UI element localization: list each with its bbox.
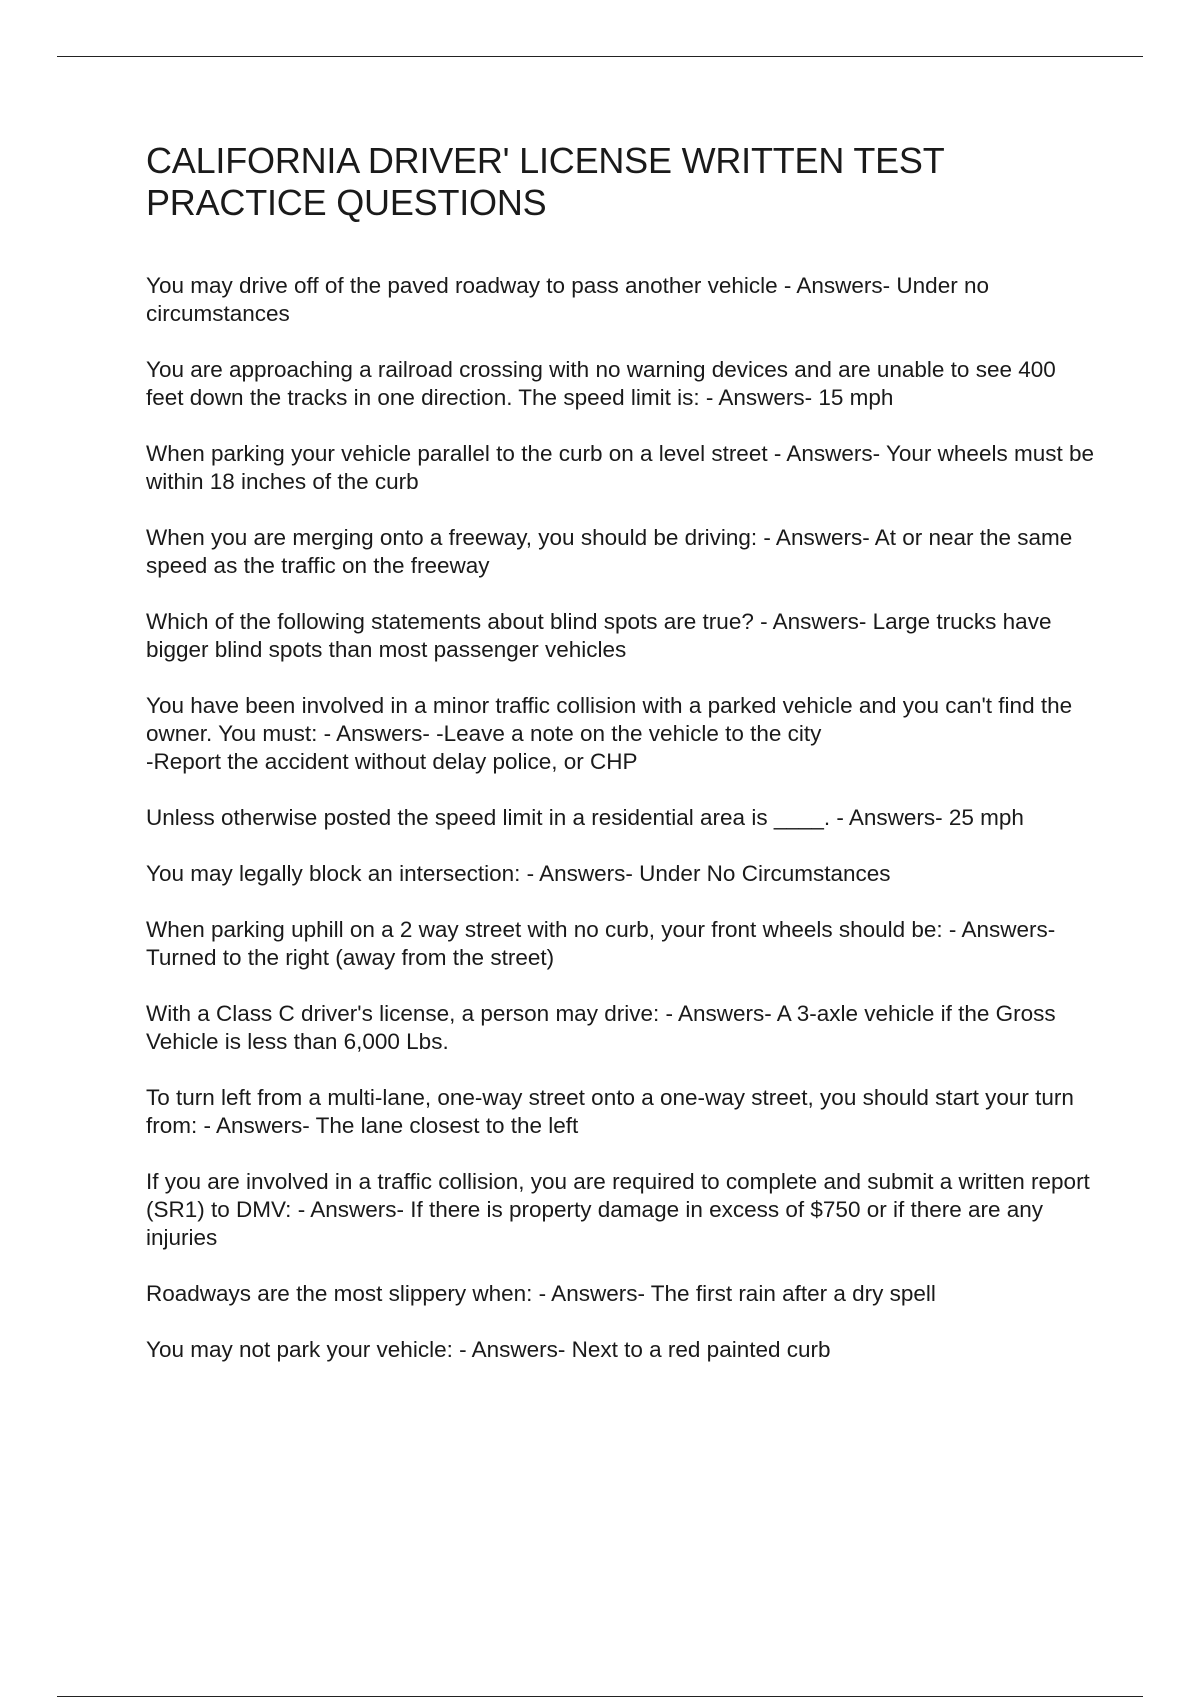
top-rule	[57, 56, 1143, 57]
qa-item: When parking your vehicle parallel to the curb on a level street - Answers- Your wheels must be within 18 inches of the curb	[146, 441, 1094, 494]
qa-item: Which of the following statements about blind spots are true? - Answers- Large trucks have bigger blind spots than most passenger vehicles	[146, 609, 1052, 662]
qa-item: Unless otherwise posted the speed limit in a residential area is ____. - Answers- 25 mph	[146, 805, 1024, 830]
qa-item: You are approaching a railroad crossing with no warning devices and are unable to see 400 feet down the tracks in one direction. The speed limit is: - Answers- 15 mph	[146, 357, 1056, 410]
qa-item: Roadways are the most slippery when: - Answers- The first rain after a dry spell	[146, 1281, 936, 1306]
document-body	[146, 140, 1096, 1392]
page-title	[146, 140, 1096, 224]
qa-item: You may not park your vehicle: - Answers- Next to a red painted curb	[146, 1337, 831, 1362]
qa-item: If you are involved in a traffic collision, you are required to complete and submit a written report (SR1) to DMV: - Answers- If there is property damage in excess of $750 or if there are any injuries	[146, 1169, 1090, 1250]
qa-item: You may drive off of the paved roadway to pass another vehicle - Answers- Under no circumstances	[146, 273, 989, 326]
bottom-rule	[57, 1696, 1143, 1697]
qa-item: When parking uphill on a 2 way street with no curb, your front wheels should be: - Answers- Turned to the right (away from the street)	[146, 917, 1056, 970]
qa-item: You have been involved in a minor traffic collision with a parked vehicle and you can't find the owner. You must: - Answers- -Leave a note on the vehicle to the city -Report the accident without delay police, or CHP	[146, 693, 1073, 774]
qa-item: You may legally block an intersection: - Answers- Under No Circumstances	[146, 861, 891, 886]
qa-item: To turn left from a multi-lane, one-way street onto a one-way street, you should start your turn from: - Answers- The lane closest to the left	[146, 1085, 1074, 1138]
title-line-2: PRACTICE QUESTIONS	[146, 182, 547, 223]
qa-item: With a Class C driver's license, a person may drive: - Answers- A 3-axle vehicle if the Gross Vehicle is less than 6,000 Lbs.	[146, 1001, 1056, 1054]
title-line-1: CALIFORNIA DRIVER' LICENSE WRITTEN TEST	[146, 140, 945, 181]
qa-list	[146, 272, 1096, 1364]
qa-item: When you are merging onto a freeway, you should be driving: - Answers- At or near the same speed as the traffic on the freeway	[146, 525, 1073, 578]
